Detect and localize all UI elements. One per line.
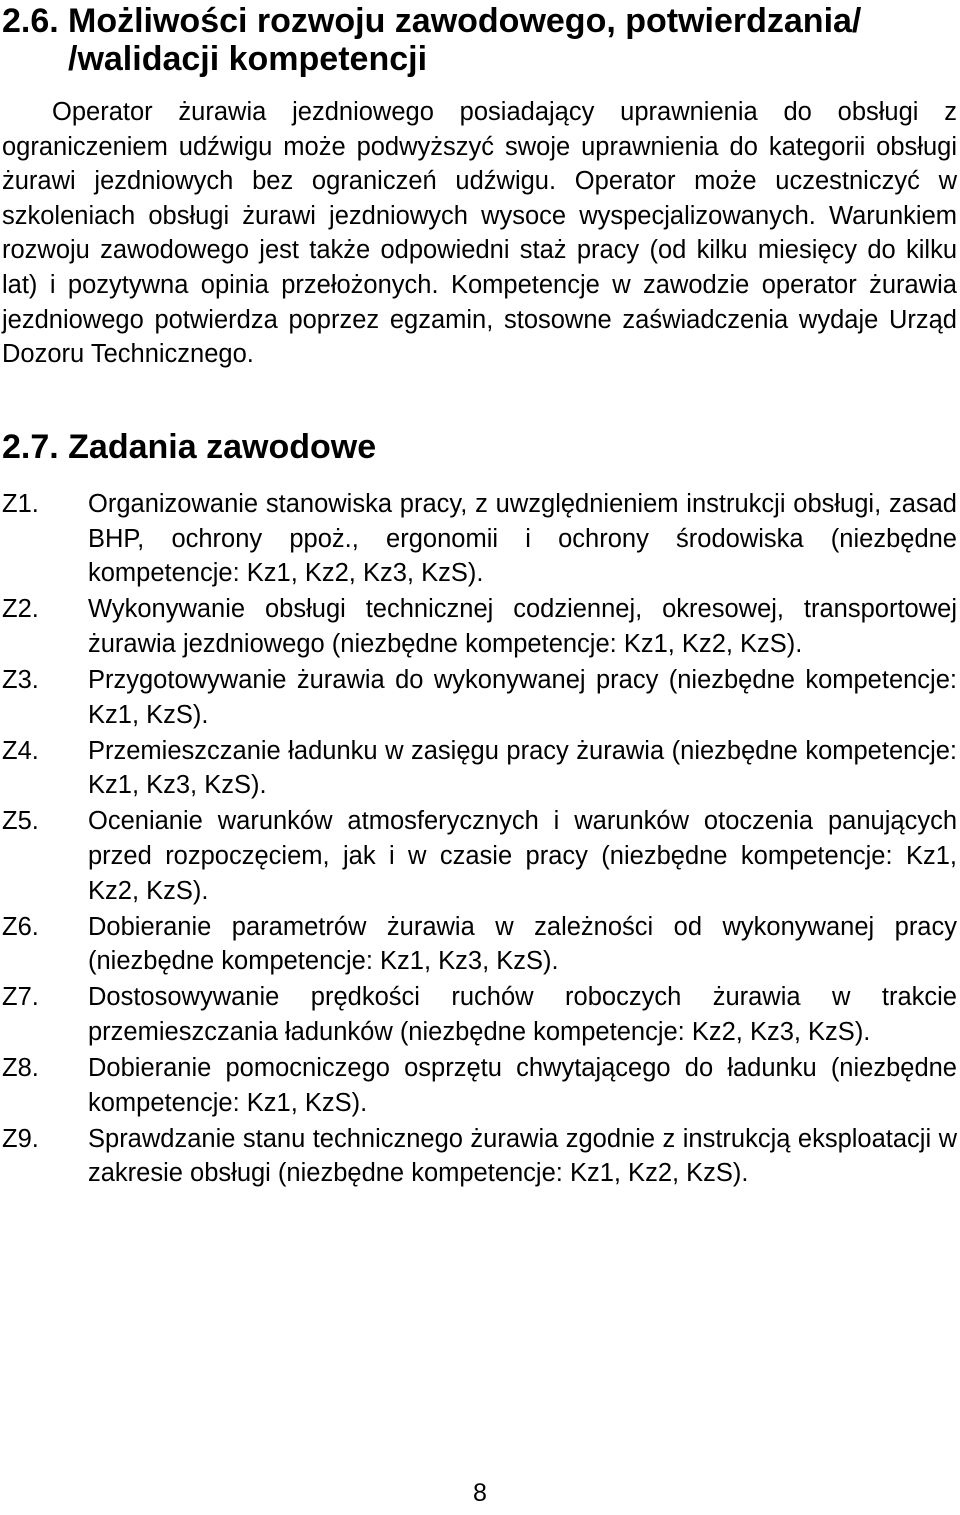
section-paragraph: Operator żurawia jezdniowego posiadający uprawnienia do obsługi z ograniczeniem udźwigu może podwyższyć swoje uprawnienia do kategorii obsługi żurawi jezdniowych bez ograniczeń udźwigu. Operator może uczestniczyć w szkoleniach obsługi żurawi jezdniowych wysoce wyspecjalizowanych. Warunkiem rozwoju zawodowego jest także odpowiedni staż pracy (od kilku miesięcy do kilku lat) i pozytywna opinia przełożonych. Kompetencje w zawodzie operator żurawia jezdniowego potwierdza poprzez egzamin, stosowne zaświadczenia wydaje Urząd Dozoru Technicznego.: [2, 98, 957, 369]
task-text: Dostosowywanie prędkości ruchów roboczych żurawia w trakcie przemieszczania ładunków (niezbędne kompetencje: Kz2, Kz3, KzS).: [88, 983, 957, 1046]
task-text: Organizowanie stanowiska pracy, z uwzględnieniem instrukcji obsługi, zasad BHP, ochrony ppoż., ergonomii i ochrony środowiska (niezbędne kompetencje: Kz1, Kz2, Kz3, KzS).: [88, 490, 957, 588]
task-text: Dobieranie pomocniczego osprzętu chwytającego do ładunku (niezbędne kompetencje: Kz1, KzS).: [88, 1054, 957, 1117]
list-item: [2, 734, 957, 803]
section-number: 2.6.: [2, 2, 59, 40]
task-text: Przygotowywanie żurawia do wykonywanej pracy (niezbędne kompetencje: Kz1, KzS).: [88, 665, 957, 729]
task-label: Z1.: [2, 490, 39, 518]
list-item: [2, 804, 957, 908]
task-label: Z9.: [2, 1124, 39, 1153]
section-title-line-1: Możliwości rozwoju zawodowego, potwierdzania/: [68, 2, 862, 40]
list-item: [2, 592, 957, 661]
task-text: Sprawdzanie stanu technicznego żurawia zgodnie z instrukcją eksploatacji w zakresie obsługi (niezbędne kompetencje: Kz1, Kz2, KzS).: [88, 1124, 957, 1188]
section-heading-2-7: 2.7. Zadania zawodowe: [2, 428, 377, 466]
list-item: [2, 910, 957, 979]
list-item: [2, 1122, 957, 1191]
list-item: [2, 663, 957, 732]
task-label: Z6.: [2, 912, 39, 941]
list-item: [2, 1051, 957, 1120]
section-title-line-2: /walidacji kompetencji: [68, 40, 428, 78]
task-text: Przemieszczanie ładunku w zasięgu pracy żurawia (niezbędne kompetencje: Kz1, Kz3, KzS).: [88, 736, 957, 800]
task-label: Z4.: [2, 736, 39, 765]
task-label: Z5.: [2, 807, 39, 836]
list-item: [2, 487, 957, 591]
task-label: Z2.: [2, 595, 39, 624]
task-text: Ocenianie warunków atmosferycznych i warunków otoczenia panujących przed rozpoczęciem, jak i w czasie pracy (niezbędne kompetencje: Kz1, Kz2, KzS).: [88, 807, 957, 905]
task-label: Z3.: [2, 665, 39, 694]
task-label: Z8.: [2, 1054, 39, 1082]
list-item: [2, 980, 957, 1049]
task-label: Z7.: [2, 983, 39, 1012]
task-text: Wykonywanie obsługi technicznej codziennej, okresowej, transportowej żurawia jezdniowego (niezbędne kompetencje: Kz1, Kz2, KzS).: [88, 595, 957, 658]
task-text: Dobieranie parametrów żurawia w zależności od wykonywanej pracy (niezbędne kompetencje: Kz1, Kz3, KzS).: [88, 912, 957, 976]
task-list: [2, 487, 957, 1192]
page-number: 8: [473, 1479, 487, 1507]
